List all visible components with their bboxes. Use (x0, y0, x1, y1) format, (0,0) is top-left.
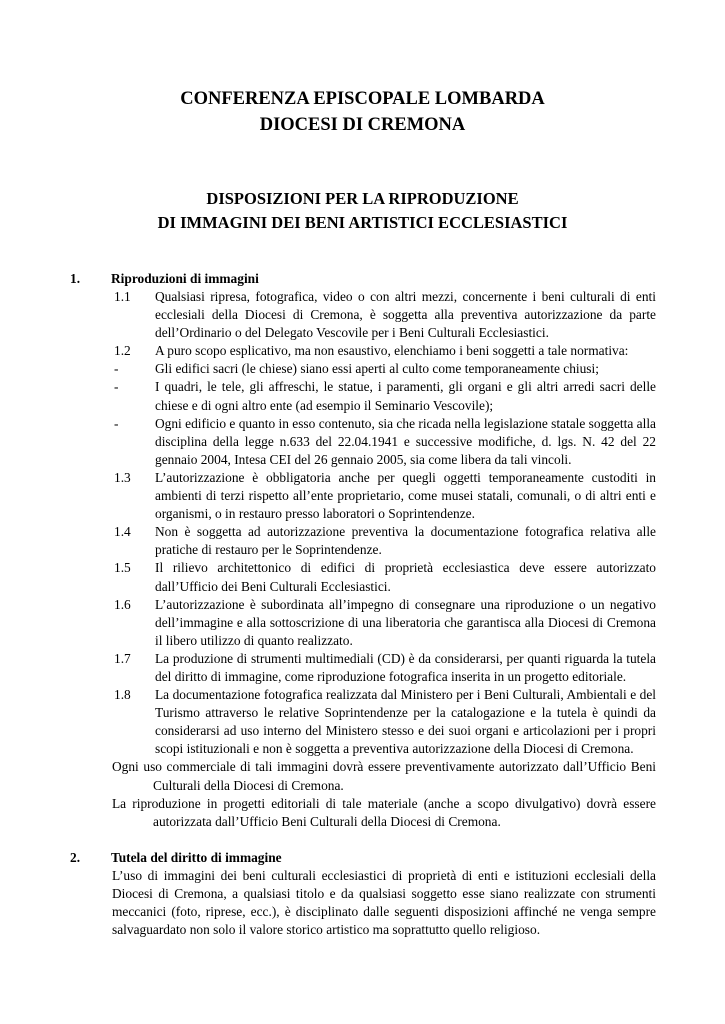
bullet-dash: - (114, 415, 119, 431)
section-1-number: 1. (70, 271, 81, 286)
list-item (70, 378, 656, 414)
list-item (70, 650, 656, 686)
section-spacer (70, 831, 656, 849)
item-text: Il rilievo architettonico di edifici di proprietà ecclesiastica deve essere autorizzato dall’Ufficio dei Beni Culturali Ecclesiastici. (155, 560, 656, 594)
list-item (70, 559, 656, 595)
item-text: La produzione di strumenti multimediali (CD) è da considerarsi, per quanti riguarda la tutela del diritto di immagine, come riproduzione fotografica inserita in un progetto editoriale. (155, 650, 656, 684)
section-2-heading (70, 849, 656, 867)
item-number: 1.7 (114, 650, 131, 666)
list-item (70, 469, 656, 523)
item-number: 1.2 (114, 343, 131, 359)
item-text: L’autorizzazione è subordinata all’impegno di consegnare una riproduzione o un negativo dell’immagine e alla sottoscrizione di una liberatoria che garantisca alla Diocesi di Cremona il libero utilizzo di quanto realizzato. (155, 596, 656, 648)
header (0, 86, 725, 138)
section-2-paragraph: L’uso di immagini dei beni culturali ecclesiastici di proprietà di enti e istituzioni ecclesiali della Diocesi di Cremona, a qualsiasi titolo e da qualsiasi soggetto esse siano realizzate con strumenti meccanici (foto, riprese, ecc.), è disciplinato dalle seguenti disposizioni affinché ne venga sempre salvaguardato non solo il valore storico artistico ma soprattutto quello religioso. (112, 867, 656, 938)
list-item (70, 360, 656, 378)
item-text: Gli edifici sacri (le chiese) siano essi aperti al culto come temporaneamente chiusi; (155, 361, 599, 377)
list-item (70, 523, 656, 559)
list-item (70, 686, 656, 758)
list-item (70, 342, 656, 360)
list-item (70, 288, 656, 342)
document-title (0, 187, 725, 234)
section-2-title: Tutela del diritto di immagine (111, 849, 282, 865)
item-text: L’autorizzazione è obbligatoria anche per quegli oggetti temporaneamente custoditi in ambienti di terzi rispetto all’ente proprietario, come musei statali, comunali, o di altri enti e organismi, o in restauro presso laboratori o Soprintendenze. (155, 469, 656, 522)
closing-paragraph: Ogni uso commerciale di tali immagini dovrà essere preventivamente autorizzato dall’Ufficio Beni Culturali della Diocesi di Cremona. (112, 759, 656, 793)
closing-paragraph: La riproduzione in progetti editoriali di tale materiale (anche a scopo divulgativo) dovrà essere autorizzata dall’Ufficio Beni Culturali della Diocesi di Cremona. (112, 795, 656, 829)
section-1-title: Riproduzioni di immagini (111, 271, 259, 286)
bullet-dash: - (114, 361, 119, 377)
section-1-heading (70, 270, 656, 288)
header-line-1: CONFERENZA EPISCOPALE LOMBARDA (180, 89, 545, 109)
item-number: 1.6 (114, 596, 131, 612)
item-number: 1.4 (114, 524, 131, 540)
document-title-line-1: DISPOSIZIONI PER LA RIPRODUZIONE (206, 189, 519, 208)
item-text: Ogni edificio e quanto in esso contenuto, sia che ricada nella legislazione statale soggetta alla disciplina della legge n.633 del 22.04.1941 e successive modifiche, d. lgs. N. 42 del 22 gennaio 2004, Intesa CEI del 26 gennaio 2005, sia come libera da tali vincoli. (155, 415, 656, 467)
item-text: A puro scopo esplicativo, ma non esaustivo, elenchiamo i beni soggetti a tale normativa: (155, 343, 629, 359)
document-body (70, 270, 656, 939)
section-2-number: 2. (70, 849, 81, 865)
item-text: I quadri, le tele, gli affreschi, le statue, i paramenti, gli organi e gli altri arredi sacri delle chiese e di ogni altro ente (ad esempio il Seminario Vescovile); (155, 379, 656, 413)
item-number: 1.5 (114, 560, 131, 576)
item-text: Non è soggetta ad autorizzazione preventiva la documentazione fotografica relativa alle pratiche di restauro per le Soprintendenze. (155, 524, 656, 558)
item-number: 1.1 (114, 289, 131, 304)
item-number: 1.3 (114, 469, 131, 485)
list-item (70, 415, 656, 469)
item-text: La documentazione fotografica realizzata dal Ministero per i Beni Culturali, Ambientali e del Turismo attraverso le relative Soprintendenze per la catalogazione e la tutela è quindi da considerarsi ad uso interno del Ministero stesso e dei suoi organi e articolazioni per i propri scopi istituzionali e non è soggetta a preventiva autorizzazione della Diocesi di Cremona. (155, 687, 656, 757)
header-line-2: DIOCESI DI CREMONA (259, 115, 466, 135)
item-number: 1.8 (114, 687, 131, 703)
bullet-dash: - (114, 379, 119, 395)
item-text: Qualsiasi ripresa, fotografica, video o con altri mezzi, concernente i beni culturali di enti ecclesiali della Diocesi di Cremona, è soggetta alla preventiva autorizzazione da parte dell’Ordinario o del Delegato Vescovile per i Beni Culturali Ecclesiastici. (155, 289, 656, 341)
document-title-line-2: DI IMMAGINI DEI BENI ARTISTICI ECCLESIASTICI (157, 212, 568, 232)
list-item (70, 596, 656, 650)
